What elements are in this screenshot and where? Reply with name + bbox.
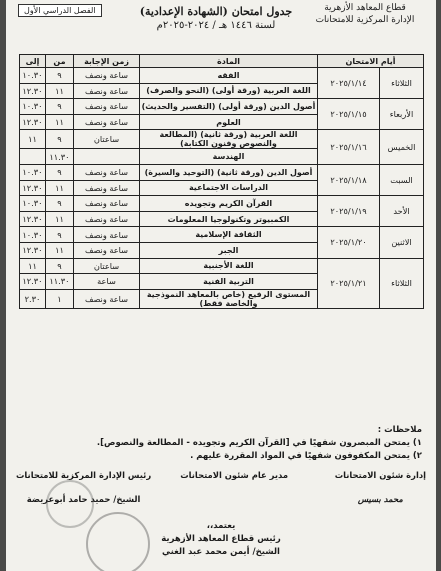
date-cell: ٢٠٢٥/١/١٤ xyxy=(318,68,380,99)
from-time-cell: ١١ xyxy=(46,83,74,99)
subject-cell: المستوى الرفيع (خاص بالمعاهد النموذجية والخاصة فقط) xyxy=(140,289,318,308)
to-time-cell: ١٢.٣٠ xyxy=(20,242,46,258)
signature-title: مدير عام شئون الامتحانات xyxy=(180,470,288,480)
to-time-cell: ١١ xyxy=(20,130,46,149)
duration-cell: ساعة ونصف xyxy=(74,180,140,196)
duration-cell: ساعة ونصف xyxy=(74,114,140,130)
to-time-cell: ١٢.٣٠ xyxy=(20,211,46,227)
to-time-cell xyxy=(20,149,46,165)
from-time-cell: ٩ xyxy=(46,258,74,274)
to-time-cell: ١٠.٣٠ xyxy=(20,68,46,84)
from-time-cell: ٩ xyxy=(46,196,74,212)
table-row xyxy=(20,68,424,84)
day-name-cell: الثلاثاء xyxy=(380,258,424,308)
subject-cell: القرآن الكريم وتجويده xyxy=(140,196,318,212)
right-background-edge xyxy=(436,0,441,571)
day-name-cell: الثلاثاء xyxy=(380,68,424,99)
table-row xyxy=(20,258,424,274)
from-time-cell: ٩ xyxy=(46,68,74,84)
org-line-1: قطاع المعاهد الأزهرية xyxy=(324,3,406,13)
to-time-cell: ٢.٣٠ xyxy=(20,289,46,308)
table-row xyxy=(20,99,424,115)
from-time-cell: ١١ xyxy=(46,211,74,227)
to-time-cell: ١٢.٣٠ xyxy=(20,180,46,196)
table-row xyxy=(20,130,424,149)
duration-cell: ساعة ونصف xyxy=(74,242,140,258)
to-time-cell: ١٠.٣٠ xyxy=(20,99,46,115)
duration-cell: ساعة ونصف xyxy=(74,196,140,212)
seal-stamp xyxy=(86,512,150,571)
from-time-cell: ١١ xyxy=(46,242,74,258)
note-item: ٢) يمتحن المكفوفون شفهيًا في المواد المقررة عليهم . xyxy=(190,451,422,461)
header-from: من xyxy=(46,55,74,68)
duration-cell xyxy=(74,149,140,165)
day-name-cell: الأربعاء xyxy=(380,99,424,130)
table-header-row xyxy=(20,55,424,68)
signature-name: الشيخ/ حميد حامد أبوعريضة xyxy=(26,494,141,504)
notes-title: ملاحظات : xyxy=(377,425,422,435)
duration-cell: ساعة ونصف xyxy=(74,99,140,115)
seal-stamp xyxy=(46,480,94,528)
subject-cell: الدراسات الاجتماعية xyxy=(140,180,318,196)
from-time-cell: ٩ xyxy=(46,164,74,180)
duration-cell: ساعة ونصف xyxy=(74,289,140,308)
from-time-cell: ١١ xyxy=(46,114,74,130)
approval-name: الشيخ/ أيمن محمد عبد الغني xyxy=(162,547,280,557)
duration-cell: ساعة ونصف xyxy=(74,164,140,180)
title-line-1: جدول امتحان (الشهادة الإعدادية) xyxy=(139,5,293,18)
subject-cell: العلوم xyxy=(140,114,318,130)
date-cell: ٢٠٢٥/١/٢٠ xyxy=(318,227,380,258)
approval-block xyxy=(156,520,286,559)
day-name-cell: الخميس xyxy=(380,130,424,165)
from-time-cell: ١ xyxy=(46,289,74,308)
day-name-cell: الأحد xyxy=(380,196,424,227)
signature-title: رئيس الإدارة المركزية للامتحانات xyxy=(16,470,152,480)
to-time-cell: ١٠.٣٠ xyxy=(20,227,46,243)
subject-cell: اللغة الأجنبية xyxy=(140,258,318,274)
to-time-cell: ١٢.٣٠ xyxy=(20,274,46,290)
subject-cell: الفقه xyxy=(140,68,318,84)
to-time-cell: ١٠.٣٠ xyxy=(20,164,46,180)
signature-exam-affairs xyxy=(335,470,426,504)
subject-cell: اللغة العربية (ورقة ثانية) (المطالعة والنصوص وفنون الكتابة) xyxy=(140,130,318,149)
day-name-cell: السبت xyxy=(380,164,424,195)
from-time-cell: ١١.٣٠ xyxy=(46,274,74,290)
subject-cell: اللغة العربية (ورقة أولى) (النحو والصرف) xyxy=(140,83,318,99)
duration-cell: ساعة ونصف xyxy=(74,211,140,227)
signature-name: محمد بسيس xyxy=(357,494,403,504)
duration-cell: ساعة xyxy=(74,274,140,290)
subject-cell: أصول الدين (ورقة ثانية) (التوحيد والسيرة) xyxy=(140,164,318,180)
duration-cell: ساعتان xyxy=(74,258,140,274)
signature-title: إدارة شئون الامتحانات xyxy=(334,470,426,480)
header-to: إلى xyxy=(20,55,46,68)
notes-section xyxy=(22,424,422,463)
approval-title: رئيس قطاع المعاهد الأزهرية xyxy=(161,534,281,544)
duration-cell: ساعة ونصف xyxy=(74,68,140,84)
date-cell: ٢٠٢٥/١/١٥ xyxy=(318,99,380,130)
to-time-cell: ١٢.٣٠ xyxy=(20,83,46,99)
header-duration: زمن الإجابة xyxy=(74,55,140,68)
duration-cell: ساعة ونصف xyxy=(74,83,140,99)
subject-cell: الثقافة الإسلامية xyxy=(140,227,318,243)
subject-cell: الكمبيوتر وتكنولوجيا المعلومات xyxy=(140,211,318,227)
day-name-cell: الاثنين xyxy=(380,227,424,258)
term-badge: الفصل الدراسي الأول xyxy=(18,4,102,17)
table-row xyxy=(20,196,424,212)
subject-cell: التربية الفنية xyxy=(140,274,318,290)
exam-schedule-table xyxy=(19,54,424,309)
subject-cell: الهندسة xyxy=(140,149,318,165)
title-line-2: لسنة ١٤٤٦ هـ / ٢٠٢٤-٢٠٢٥م xyxy=(156,20,276,31)
header-days: أيام الامتحان xyxy=(318,55,424,68)
duration-cell: ساعة ونصف xyxy=(74,227,140,243)
from-time-cell: ٩ xyxy=(46,130,74,149)
to-time-cell: ١٠.٣٠ xyxy=(20,196,46,212)
table-row xyxy=(20,227,424,243)
duration-cell: ساعتان xyxy=(74,130,140,149)
table-row xyxy=(20,164,424,180)
header-subject: المادة xyxy=(140,55,318,68)
exam-schedule-document xyxy=(6,0,436,571)
from-time-cell: ١١ xyxy=(46,180,74,196)
subject-cell: الجبر xyxy=(140,242,318,258)
signature-exam-director xyxy=(180,470,288,480)
date-cell: ٢٠٢٥/١/١٨ xyxy=(318,164,380,195)
header-title xyxy=(136,4,296,33)
from-time-cell: ٩ xyxy=(46,227,74,243)
org-line-2: الإدارة المركزية للامتحانات xyxy=(315,15,415,25)
header-organization xyxy=(300,2,430,26)
approval-label: يعتمد،، xyxy=(206,521,236,531)
note-item: ١) يمتحن المبصرون شفهيًا في [القرآن الكريم وتجويده - المطالعة والنصوص]. xyxy=(96,438,422,448)
from-time-cell: ١١.٣٠ xyxy=(46,149,74,165)
date-cell: ٢٠٢٥/١/٢١ xyxy=(318,258,380,308)
date-cell: ٢٠٢٥/١/١٩ xyxy=(318,196,380,227)
to-time-cell: ١١ xyxy=(20,258,46,274)
from-time-cell: ٩ xyxy=(46,99,74,115)
date-cell: ٢٠٢٥/١/١٦ xyxy=(318,130,380,165)
to-time-cell: ١٢.٣٠ xyxy=(20,114,46,130)
subject-cell: أصول الدين (ورقة أولى) (التفسير والحديث) xyxy=(140,99,318,115)
